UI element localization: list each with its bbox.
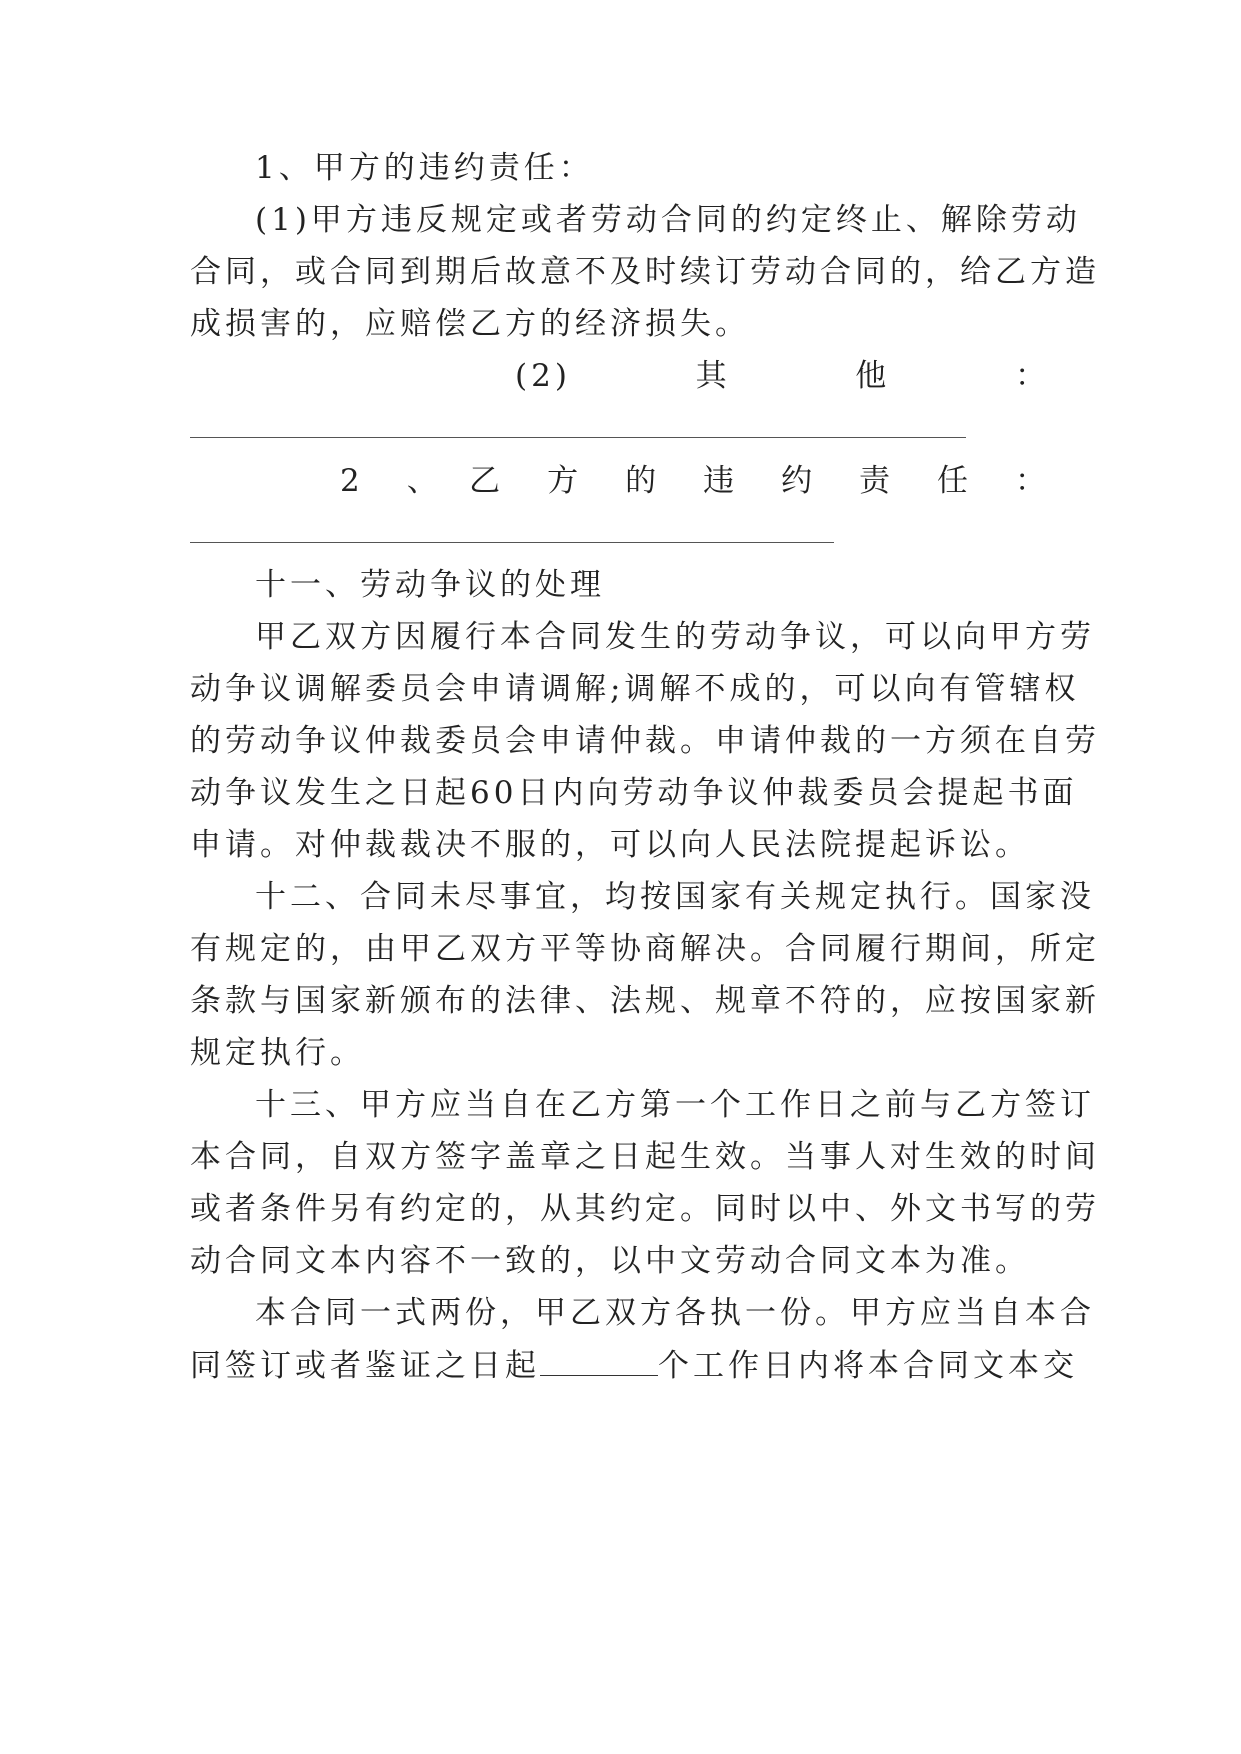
- paragraph-line: 或者条件另有约定的，从其约定。同时以中、外文书写的劳: [190, 1191, 1100, 1227]
- paragraph-line: 本合同一式两份，甲乙双方各执一份。甲方应当自本合: [255, 1295, 1095, 1331]
- party-a-breach-heading: 1、甲方的违约责任：: [255, 150, 594, 186]
- copies-text-before-blank: 同签订或者鉴证之日起: [190, 1348, 540, 1384]
- fill-in-rule: [190, 542, 834, 543]
- paragraph-line: 本合同，自双方签字盖章之日起生效。当事人对生效的时间: [190, 1139, 1100, 1175]
- paragraph-line: 动合同文本内容不一致的，以中文劳动合同文本为准。: [190, 1243, 1030, 1279]
- paragraph-line: 成损害的，应赔偿乙方的经济损失。: [190, 306, 750, 342]
- fill-in-rule: [190, 437, 966, 438]
- item2-other-label: (2) 其 他 ：: [515, 358, 1050, 394]
- paragraph-line: [190, 1345, 1078, 1385]
- paragraph-line: 动争议发生之日起60日内向劳动争议仲裁委员会提起书面: [190, 775, 1078, 811]
- paragraph-line: 动争议调解委员会申请调解;调解不成的，可以向有管辖权: [190, 671, 1080, 707]
- paragraph-line: 十二、合同未尽事宜，均按国家有关规定执行。国家没: [255, 879, 1095, 915]
- copies-text-after-blank: 个工作日内将本合同文本交: [658, 1348, 1078, 1384]
- paragraph-line: 合同，或合同到期后故意不及时续订劳动合同的，给乙方造: [190, 254, 1100, 290]
- party-b-breach-heading: 2 、 乙 方 的 违 约 责 任 ：: [340, 463, 1050, 499]
- paragraph-line: (1)甲方违反规定或者劳动合同的约定终止、解除劳动: [255, 202, 1081, 238]
- paragraph-line: 规定执行。: [190, 1035, 365, 1071]
- paragraph-line: 十三、甲方应当自在乙方第一个工作日之前与乙方签订: [255, 1087, 1095, 1123]
- paragraph-line: 条款与国家新颁布的法律、法规、规章不符的，应按国家新: [190, 983, 1100, 1019]
- paragraph-line: 申请。对仲裁裁决不服的，可以向人民法院提起诉讼。: [190, 827, 1030, 863]
- paragraph-line: 甲乙双方因履行本合同发生的劳动争议，可以向甲方劳: [255, 619, 1095, 655]
- section-heading-dispute: 十一、劳动争议的处理: [255, 567, 605, 603]
- working-days-blank: [540, 1345, 658, 1376]
- paragraph-line: 有规定的，由甲乙双方平等协商解决。合同履行期间，所定: [190, 931, 1100, 967]
- paragraph-line: 的劳动争议仲裁委员会申请仲裁。申请仲裁的一方须在自劳: [190, 723, 1100, 759]
